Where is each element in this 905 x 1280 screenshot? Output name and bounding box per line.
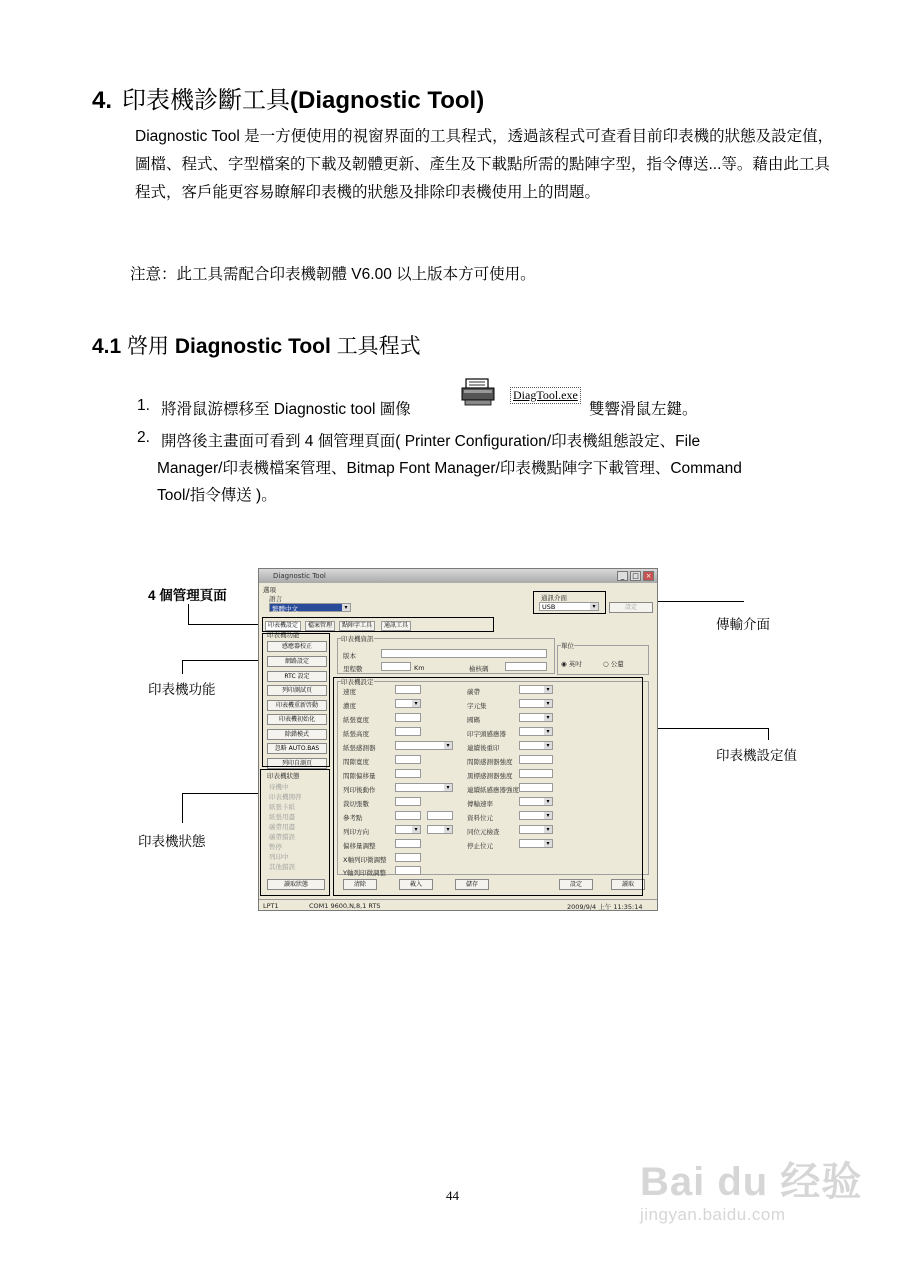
callout-interface: 傳輸介面	[716, 617, 770, 632]
section-title-zh1: 啓用	[127, 335, 170, 358]
highlight-interface	[533, 591, 606, 614]
setting-bline-intensity-label: 黑標感測器強度	[467, 772, 513, 780]
clear-button[interactable]: 清除	[343, 879, 377, 890]
setting-post-action-label: 列印後動作	[343, 786, 376, 794]
tab-printer-config[interactable]: 印表機設定	[265, 621, 301, 631]
setting-shift-x-label: X軸列印微調整	[343, 856, 387, 864]
unit-metric-label: 公釐	[610, 660, 624, 668]
network-setup-button[interactable]: 網路設定	[267, 656, 327, 667]
callout-functions-line-h	[182, 660, 262, 661]
setting-width-label: 紙張寬度	[343, 716, 369, 724]
settings-group-label: 印表機設定	[341, 678, 374, 686]
window-title: Diagnostic Tool	[273, 572, 326, 580]
chapter-title-zh: 印表機診斷工具	[122, 87, 291, 114]
status-paper-jam: 紙張卡紙	[269, 803, 295, 811]
version-field	[381, 649, 547, 658]
info-group-label: 印表機資訊	[341, 635, 374, 643]
callout-settings-line-h	[643, 728, 769, 729]
chapter-number: 4.	[92, 87, 113, 114]
restart-printer-button[interactable]: 印表機重新啓動	[267, 700, 327, 711]
status-comm: COM1 9600,N,8,1 RTS	[309, 902, 381, 910]
status-ribbon-error: 碳帶錯誤	[269, 833, 295, 841]
highlight-functions	[262, 633, 330, 767]
step-2-line-3: Tool/指令傳送 )。	[157, 487, 277, 504]
setting-speed-label: 速度	[343, 688, 356, 696]
unit-imperial-radio[interactable]: ◉ 英吋	[561, 660, 582, 668]
highlight-status	[260, 769, 330, 896]
setting-parity-label: 同位元檢查	[467, 828, 500, 836]
chapter-heading	[92, 80, 484, 115]
unit-metric-radio[interactable]: ○ 公釐	[603, 660, 624, 668]
callout-status-line-v	[182, 793, 183, 823]
rtc-setup-button[interactable]: RTC 設定	[267, 671, 327, 682]
callout-settings: 印表機設定值	[716, 748, 797, 763]
callout-pages-line-h	[188, 624, 264, 625]
read-button[interactable]: 讀取	[611, 879, 645, 890]
setting-cont-intensity-label: 連續紙感應器強度	[467, 786, 519, 794]
setting-head-sensor-label: 印字頭感應器	[467, 730, 506, 738]
setting-reprint-label: 連續後重印	[467, 744, 500, 752]
load-button[interactable]: 載入	[399, 879, 433, 890]
setting-baud-label: 傳輸速率	[467, 800, 493, 808]
callout-settings-line-v	[768, 728, 769, 740]
step-2-line-1: 開啓後主畫面可看到 4 個管理頁面( Printer Configuration/印表機組態設定、File	[161, 433, 701, 450]
functions-group-label: 印表機功能	[267, 631, 300, 639]
version-note: 注意：此工具需配合印表機韌體 V6.00 以上版本方可使用。	[130, 266, 536, 283]
comm-setup-button[interactable]: 設定	[609, 602, 653, 613]
mileage-field	[381, 662, 411, 671]
step-1-number: 1.	[137, 397, 150, 414]
unit-imperial-label: 英吋	[568, 660, 582, 668]
setting-direction-label: 列印方向	[343, 828, 369, 836]
tab-bitmap-font[interactable]: 點陣字工具	[339, 621, 375, 631]
chapter-title-en: (Diagnostic Tool)	[290, 87, 485, 114]
status-other-error: 其他錯誤	[269, 863, 295, 871]
comm-interface-label: 通訊介面	[541, 594, 567, 602]
watermark-logo: Bai du 经验	[640, 1160, 863, 1204]
status-printing: 列印中	[269, 853, 289, 861]
unit-group-label: 單位	[561, 642, 574, 650]
setting-gap-intensity-label: 間隙感測器強度	[467, 758, 513, 766]
watermark-url: jingyan.baidu.com	[640, 1205, 786, 1224]
status-group-label: 印表機狀態	[267, 772, 300, 780]
setting-gap-label: 間隙寬度	[343, 758, 369, 766]
callout-pages-line-v	[188, 604, 189, 624]
km-label: Km	[414, 664, 425, 672]
step-2-number: 2.	[137, 429, 150, 446]
status-ribbon-empty: 碳帶用盡	[269, 823, 295, 831]
callout-status: 印表機狀態	[138, 834, 206, 849]
callout-functions: 印表機功能	[148, 682, 216, 697]
step-1-text: 將滑鼠游標移至 Diagnostic tool 圖像	[161, 401, 411, 418]
read-status-button[interactable]: 讀取狀態	[267, 879, 325, 890]
status-ready: 待機中	[269, 783, 289, 791]
callout-functions-line-v	[182, 660, 183, 674]
sensor-calibration-button[interactable]: 感應器校正	[267, 641, 327, 652]
comm-interface-value: USB	[542, 603, 556, 611]
setting-height-label: 紙張高度	[343, 730, 369, 738]
language-select[interactable]	[269, 603, 351, 612]
callout-pages: 4 個管理頁面	[148, 588, 227, 603]
setting-codepage-label: 字元集	[467, 702, 487, 710]
setting-density-label: 濃度	[343, 702, 356, 710]
page-number: 44	[446, 1188, 459, 1203]
factory-default-button[interactable]: 印表機初始化	[267, 714, 327, 725]
baidu-watermark	[640, 1150, 862, 1225]
highlight-tabs	[262, 617, 494, 632]
status-time: 2009/9/4 上午 11:35:14	[567, 903, 643, 911]
status-pause: 暫停	[269, 843, 282, 851]
setting-offset-label: 偏移量調整	[343, 842, 376, 850]
minimize-icon[interactable]: _	[617, 571, 628, 581]
setting-ribbon-label: 碳帶	[467, 688, 480, 696]
step-2-line-2: Manager/印表機檔案管理、Bitmap Font Manager/印表機點陣字下載管理、Command	[157, 460, 742, 477]
close-icon[interactable]: ×	[643, 571, 654, 581]
language-value: 繁體中文	[272, 605, 298, 613]
highlight-settings	[333, 677, 643, 896]
status-bar	[259, 899, 657, 910]
callout-status-line-h	[182, 793, 262, 794]
checksum-field	[505, 662, 547, 671]
section-title-en: Diagnostic Tool	[174, 335, 331, 358]
setting-shift-y-label: Y軸列印微調整	[343, 869, 386, 877]
setting-country-label: 國碼	[467, 716, 480, 724]
dump-mode-button[interactable]: 除錯模式	[267, 729, 327, 740]
intro-paragraph: Diagnostic Tool 是一方便使用的視窗界面的工具程式，透過該程式可查看目前印表機的狀態及設定值，圖檔、程式、字型檔案的下載及韌體更新、產生及下載點所需的點陣字型，指令傳送...等。藉由此工具程式，客戶能更容易瞭解印表機的狀態及排除印表機使用上的問題。	[135, 128, 834, 201]
setting-sensor-label: 紙張感測器	[343, 744, 376, 752]
section-title-zh2: 工具程式	[336, 335, 421, 358]
diagtool-exe-label[interactable]: DiagTool.exe	[510, 387, 581, 404]
version-label: 版本	[343, 652, 356, 660]
save-button[interactable]: 儲存	[455, 879, 489, 890]
section-number: 4.1	[92, 335, 122, 358]
language-label: 語言	[269, 595, 282, 603]
set-button[interactable]: 設定	[559, 879, 593, 890]
setting-gap-offset-label: 間隙偏移量	[343, 772, 376, 780]
mileage-label: 里程數	[343, 665, 363, 673]
section-heading	[92, 330, 421, 360]
setting-reference-label: 參考點	[343, 814, 363, 822]
maximize-icon[interactable]: □	[630, 571, 641, 581]
printer-icon[interactable]	[460, 378, 496, 406]
options-group-label: 選項	[263, 586, 276, 594]
setting-stopbits-label: 停止位元	[467, 842, 493, 850]
tab-file-manager[interactable]: 檔案管理	[305, 621, 335, 631]
tab-command-tool[interactable]: 通訊工具	[381, 621, 411, 631]
self-test-button[interactable]: 列印自測頁	[267, 758, 327, 769]
ignore-autobas-button[interactable]: 忽略 AUTO.BAS	[267, 743, 327, 754]
status-port: LPT1	[263, 902, 279, 910]
status-paper-empty: 紙張用盡	[269, 813, 295, 821]
setting-databits-label: 資料位元	[467, 814, 493, 822]
status-head-open: 印表機開啓	[269, 793, 302, 801]
title-bar	[259, 569, 657, 583]
setting-cut-count-label: 裁切張數	[343, 800, 369, 808]
print-test-page-button[interactable]: 列印測試頁	[267, 685, 327, 696]
step-1-suffix: 雙響滑鼠左鍵。	[589, 401, 698, 418]
checksum-label: 檢核碼	[469, 665, 489, 673]
